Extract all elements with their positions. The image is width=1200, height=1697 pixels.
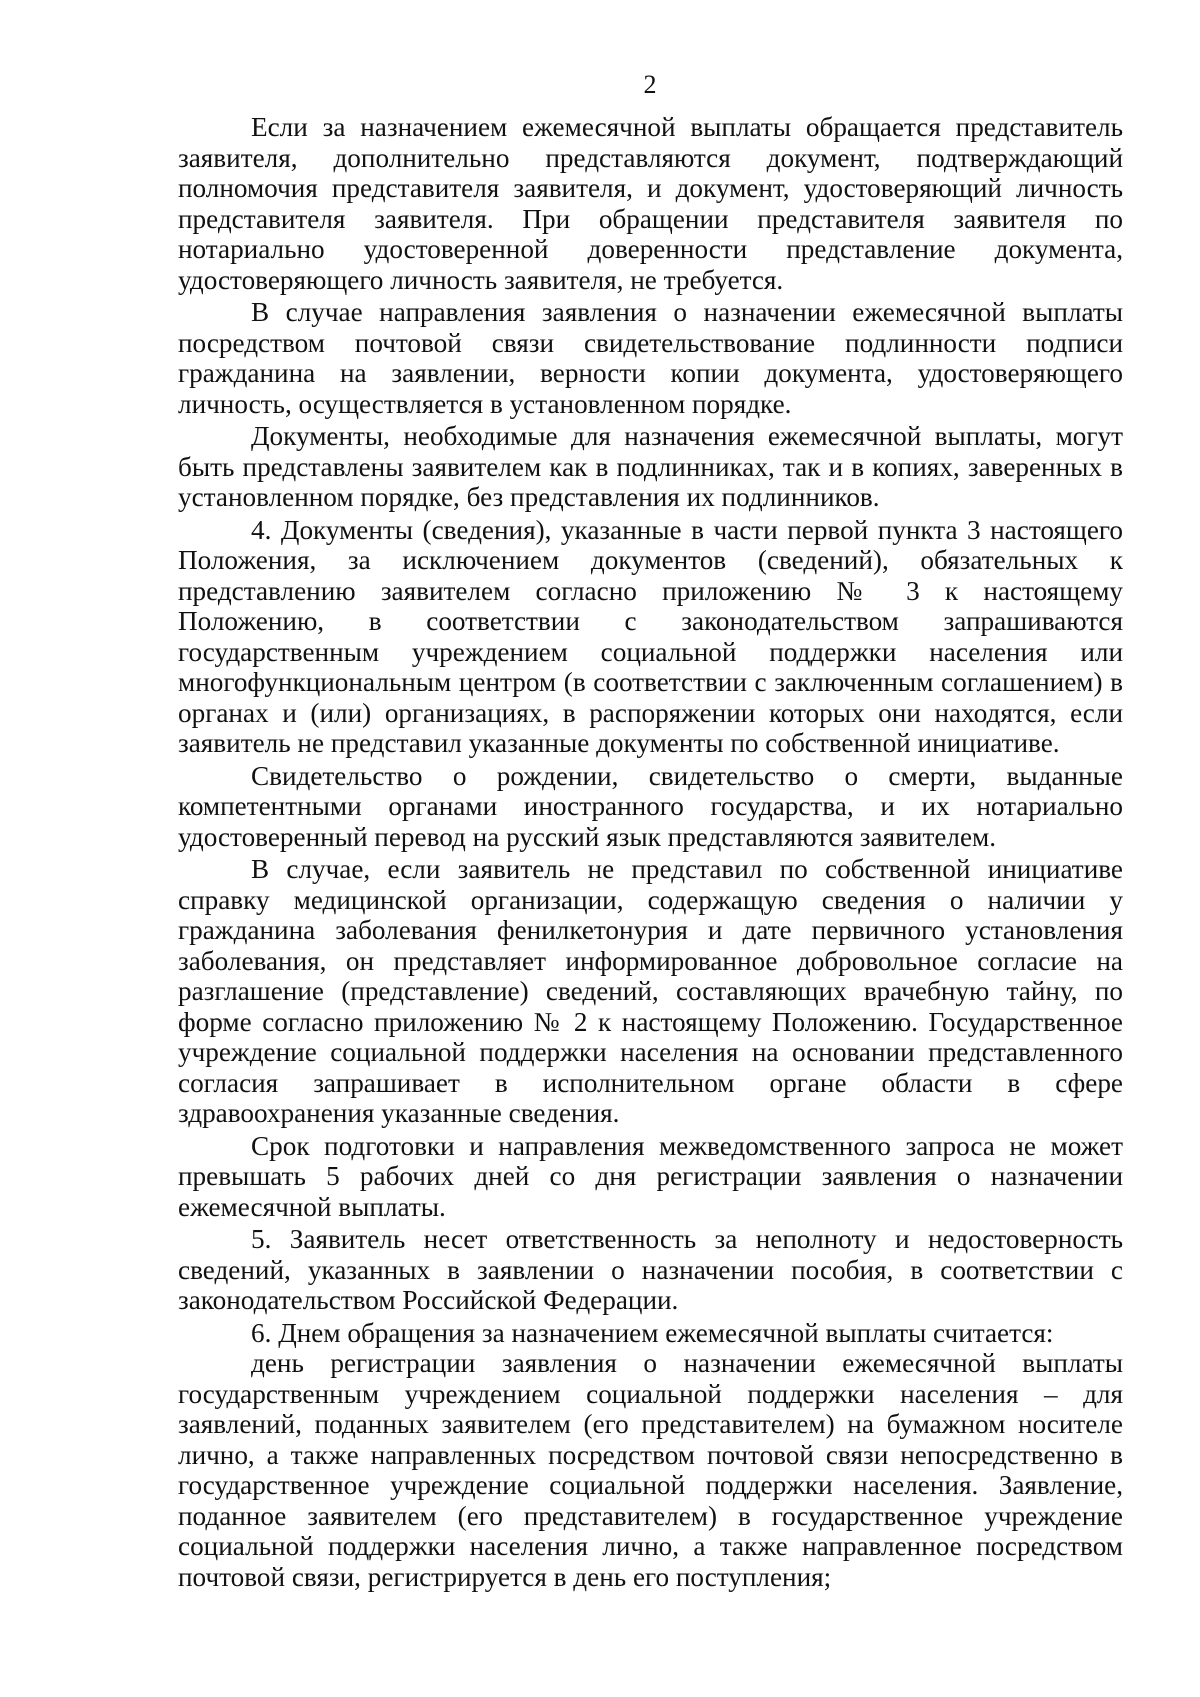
paragraph-request-deadline: Срок подготовки и направления межведомственного запроса не может превышать 5 рабочих дней со дня регистрации заявления о назначении ежемесячной выплаты. (178, 1130, 1123, 1222)
paragraph-document-copies: Документы, необходимые для назначения ежемесячной выплаты, могут быть представлены заявителем как в подлинниках, так и в копиях, заверенных в установленном порядке, без представления их подлинников. (178, 421, 1123, 512)
paragraph-item-5: 5. Заявитель несет ответственность за неполноту и недостоверность сведений, указанных в заявлении о назначении пособия, в соответствии с законодательством Российской Федерации. (178, 1224, 1123, 1315)
paragraph-foreign-certificates: Свидетельство о рождении, свидетельство о смерти, выданные компетентными органами иностранного государства, и их нотариально удостоверенный перевод на русский язык представляются заявителем. (178, 760, 1123, 852)
paragraph-postal-application: В случае направления заявления о назначении ежемесячной выплаты посредством почтовой связи свидетельствование подлинности подписи гражданина на заявлении, верности копии документа, удостоверяющего личность, осуществляется в установленном порядке. (178, 297, 1123, 419)
paragraph-item-4: 4. Документы (сведения), указанные в части первой пункта 3 настоящего Положения, за исключением документов (сведений), обязательных к представлению заявителем согласно приложению № 3 к настоящему Положению, в соответствии с законодательством запрашиваются государственным учреждением социальной поддержки населения или многофункциональным центром (в соответствии с заключенным соглашением) в органах и (или) организациях, в распоряжении которых они находятся, если заявитель не представил указанные документы по собственной инициативе. (178, 514, 1123, 758)
document-body (178, 112, 1123, 1592)
paragraph-item-6: 6. Днем обращения за назначением ежемесячной выплаты считается: (251, 1317, 1054, 1348)
paragraph-representative: Если за назначением ежемесячной выплаты обращается представитель заявителя, дополнительно представляются документ, подтверждающий полномочия представителя заявителя, и документ, удостоверяющий личность представителя заявителя. При обращении представителя заявителя по нотариально удостоверенной доверенности представление документа, удостоверяющего личность заявителя, не требуется. (178, 112, 1123, 295)
paragraph-registration-day: день регистрации заявления о назначении ежемесячной выплаты государственным учреждением социальной поддержки населения – для заявлений, поданных заявителем (его представителем) на бумажном носителе лично, а также направленных посредством почтовой связи непосредственно в государственное учреждение социальной поддержки населения. Заявление, поданное заявителем (его представителем) в государственное учреждение социальной поддержки населения лично, а также направленное посредством почтовой связи, регистрируется в день его поступления; (178, 1348, 1123, 1592)
page-number: 2 (643, 70, 657, 99)
paragraph-medical-certificate: В случае, если заявитель не представил по собственной инициативе справку медицинской организации, содержащую сведения о наличии у гражданина заболевания фенилкетонурия и дате первичного установления заболевания, он представляет информированное добровольное согласие на разглашение (представление) сведений, составляющих врачебную тайну, по форме согласно приложению № 2 к настоящему Положению. Государственное учреждение социальной поддержки населения на основании представленного согласия запрашивает в исполнительном органе области в сфере здравоохранения указанные сведения. (178, 854, 1123, 1128)
